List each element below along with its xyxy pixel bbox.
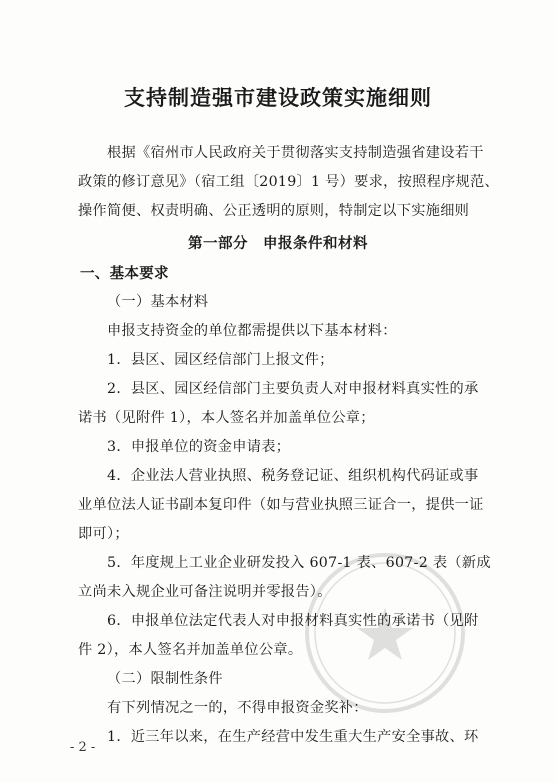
list-item-4a: 4．企业法人营业执照、税务登记证、组织机构代码证或事	[107, 468, 479, 484]
lead-line-restrictions: 有下列情况之一的，不得申报资金奖补：	[107, 700, 368, 716]
intro-line-3: 操作简便、权责明确、公正透明的原则，特制定以下实施细则	[78, 203, 470, 219]
document-title: 支持制造强市建设政策实施细则	[124, 85, 432, 110]
restriction-item-1: 1．近三年以来，在生产经营中发生重大生产安全事故、环	[107, 729, 479, 745]
intro-line-2: 政策的修订意见》（宿工组〔2019〕1 号）要求，按照程序规范、	[78, 174, 500, 190]
list-item-3: 3．申报单位的资金申请表；	[107, 439, 291, 455]
list-item-6b: 件 2），本人签名并加盖单位公章。	[78, 642, 303, 658]
section-heading-basic-requirements: 一、基本要求	[80, 266, 169, 282]
part-heading: 第一部分 申报条件和材料	[188, 236, 368, 252]
list-item-6a: 6．申报单位法定代表人对申报材料真实性的承诺书（见附	[107, 613, 479, 629]
list-item-4b: 业单位法人证书副本复印件（如与营业执照三证合一，提供一证	[78, 497, 484, 513]
page-number: - 2 -	[70, 740, 96, 755]
subsection-basic-materials: （一）基本材料	[107, 294, 209, 310]
lead-line-materials: 申报支持资金的单位都需提供以下基本材料：	[107, 323, 397, 339]
official-seal-icon	[300, 548, 470, 718]
list-item-2a: 2．县区、园区经信部门主要负责人对申报材料真实性的承	[107, 381, 479, 397]
list-item-2b: 诺书（见附件 1），本人签名并加盖单位公章；	[78, 410, 375, 426]
list-item-4c: 即可）；	[78, 526, 129, 542]
subsection-restrictions: （二）限制性条件	[107, 671, 223, 687]
intro-line-1: 根据《宿州市人民政府关于贯彻落实支持制造强省建设若干	[107, 145, 484, 161]
list-item-5b: 立尚未入规企业可备注说明并零报告）。	[78, 584, 332, 600]
list-item-1: 1．县区、园区经信部门上报文件；	[107, 352, 334, 368]
list-item-5a: 5．年度规上工业企业研发投入 607-1 表、607-2 表（新成	[107, 555, 491, 571]
